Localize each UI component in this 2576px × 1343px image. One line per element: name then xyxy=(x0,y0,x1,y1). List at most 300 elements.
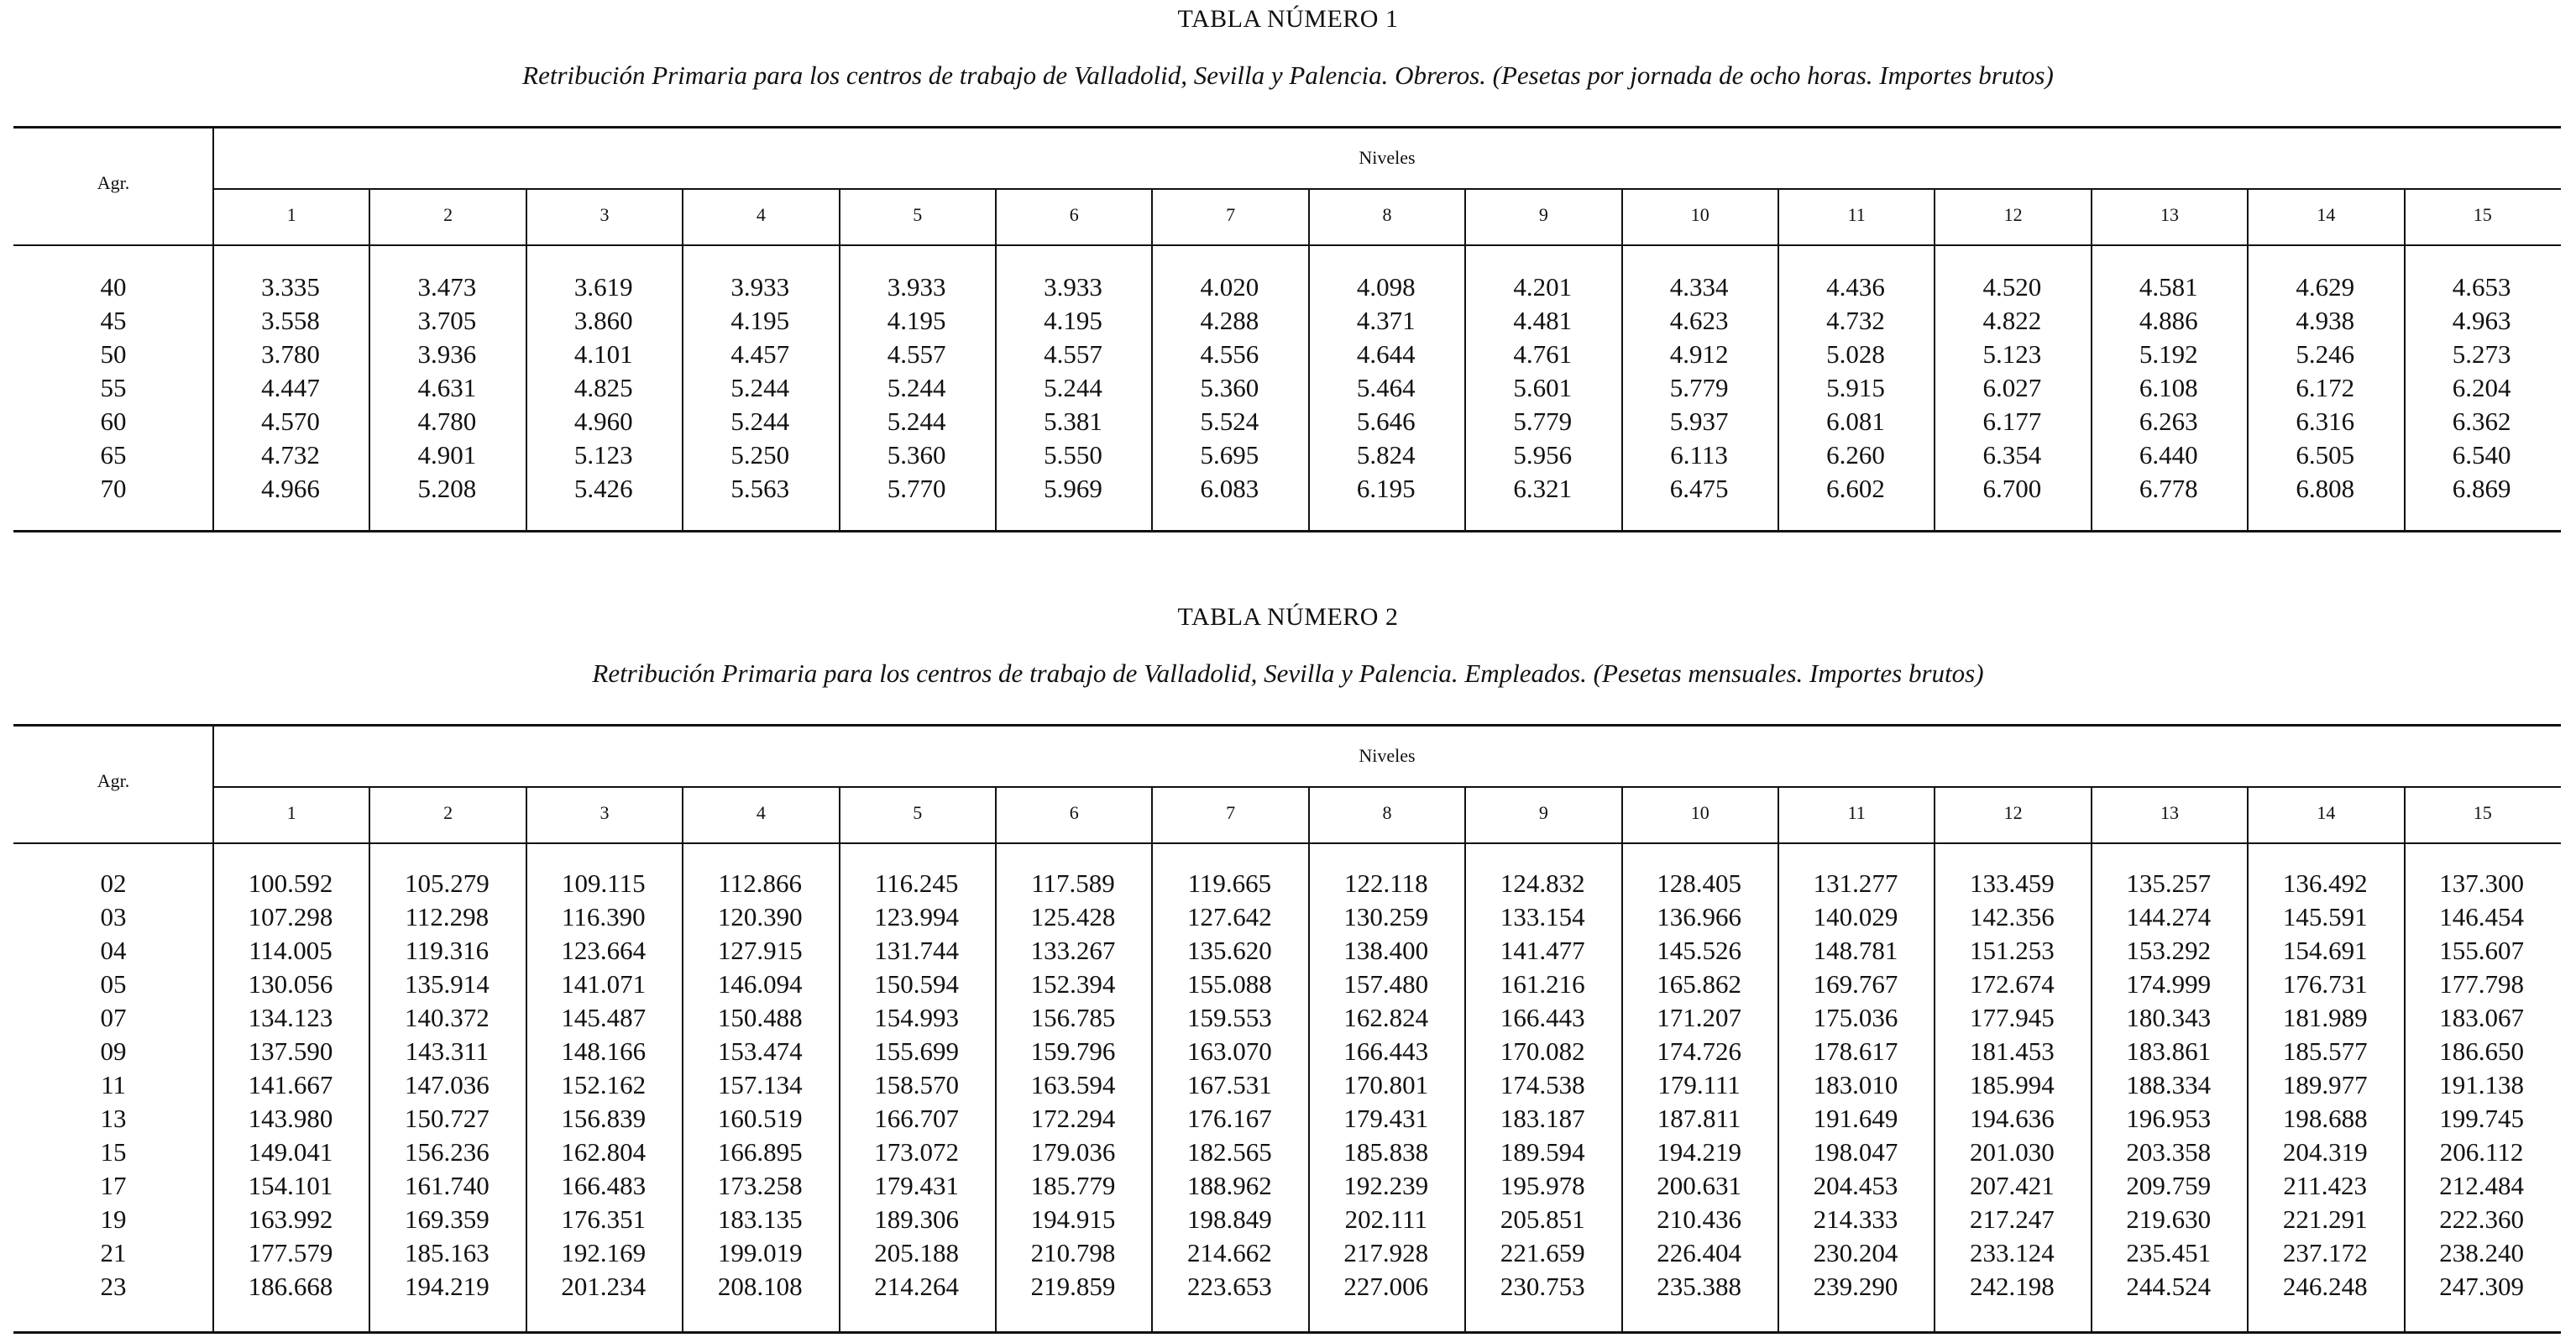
level-header: 4 xyxy=(756,204,766,225)
group-cell: 04 xyxy=(100,936,127,965)
value-cell: 172.294 xyxy=(1030,1104,1116,1133)
group-cell: 13 xyxy=(100,1104,127,1133)
value-cell: 109.115 xyxy=(561,868,646,898)
level-header: 11 xyxy=(1847,204,1866,225)
value-cell: 233.124 xyxy=(1970,1238,2055,1267)
group-cell: 60 xyxy=(100,407,127,436)
level-column xyxy=(683,867,837,1304)
value-cell: 4.436 xyxy=(1826,272,1885,302)
value-cell: 140.029 xyxy=(1813,902,1898,931)
value-cell: 148.166 xyxy=(561,1036,647,1066)
value-cell: 201.030 xyxy=(1970,1137,2055,1167)
value-cell: 204.319 xyxy=(2282,1137,2368,1167)
value-cell: 147.036 xyxy=(405,1070,490,1099)
value-cell: 107.298 xyxy=(248,902,333,931)
value-cell: 141.477 xyxy=(1500,936,1585,965)
value-cell: 123.994 xyxy=(874,902,959,931)
value-cell: 6.027 xyxy=(1982,373,2042,402)
value-cell: 117.589 xyxy=(1031,868,1115,898)
value-cell: 183.067 xyxy=(2439,1003,2524,1032)
value-cell: 5.550 xyxy=(1044,440,1102,470)
level-column xyxy=(1309,270,1463,506)
value-cell: 155.699 xyxy=(874,1036,959,1066)
table-2-bottom-rule xyxy=(13,1331,2561,1334)
level-column xyxy=(683,270,837,506)
value-cell: 6.808 xyxy=(2296,474,2355,503)
value-cell: 146.094 xyxy=(717,969,803,999)
level-header: 8 xyxy=(1382,204,1392,225)
value-cell: 4.101 xyxy=(573,339,633,369)
value-cell: 3.933 xyxy=(887,272,946,302)
value-cell: 181.989 xyxy=(2282,1003,2368,1032)
value-cell: 6.505 xyxy=(2296,440,2355,470)
value-cell: 6.172 xyxy=(2296,373,2355,402)
value-cell: 157.480 xyxy=(1343,969,1429,999)
value-cell: 4.288 xyxy=(1200,306,1259,335)
value-cell: 192.169 xyxy=(561,1238,647,1267)
value-cell: 206.112 xyxy=(2439,1137,2524,1167)
value-cell: 194.636 xyxy=(1970,1104,2055,1133)
group-cell: 21 xyxy=(100,1238,127,1267)
value-cell: 183.010 xyxy=(1813,1070,1898,1099)
value-cell: 194.219 xyxy=(1657,1137,1741,1167)
value-cell: 151.253 xyxy=(1970,936,2055,965)
table-1-caption: Retribución Primaria para los centros de trabajo de Valladolid, Sevilla y Palencia. Obreros. (Pesetas por jornada de ocho horas. Importes brutos) xyxy=(522,60,2054,90)
value-cell: 4.556 xyxy=(1200,339,1259,369)
value-cell: 3.558 xyxy=(261,306,320,335)
value-cell: 124.832 xyxy=(1500,868,1585,898)
value-cell: 4.481 xyxy=(1513,306,1573,335)
value-cell: 4.732 xyxy=(1826,306,1885,335)
value-cell: 5.779 xyxy=(1669,373,1729,402)
value-cell: 161.740 xyxy=(405,1171,490,1200)
value-cell: 203.358 xyxy=(2126,1137,2212,1167)
value-cell: 230.204 xyxy=(1813,1238,1898,1267)
level-header: 15 xyxy=(2473,802,2492,823)
value-cell: 136.492 xyxy=(2282,868,2368,898)
table-2-niveles-header: Niveles xyxy=(1359,745,1416,766)
level-column xyxy=(526,270,681,506)
value-cell: 166.443 xyxy=(1500,1003,1585,1032)
value-cell: 198.047 xyxy=(1813,1137,1898,1167)
value-cell: 201.234 xyxy=(561,1272,647,1301)
value-cell: 173.258 xyxy=(717,1171,803,1200)
value-cell: 4.195 xyxy=(730,306,790,335)
level-header: 2 xyxy=(443,802,453,823)
value-cell: 195.978 xyxy=(1500,1171,1585,1200)
group-cell: 23 xyxy=(100,1272,127,1301)
value-cell: 209.759 xyxy=(2126,1171,2212,1200)
level-column xyxy=(996,270,1150,506)
group-cell: 15 xyxy=(100,1137,127,1167)
value-cell: 153.292 xyxy=(2126,936,2212,965)
value-cell: 120.390 xyxy=(717,902,803,931)
level-header: 3 xyxy=(599,204,610,225)
value-cell: 155.088 xyxy=(1187,969,1272,999)
value-cell: 205.851 xyxy=(1500,1204,1585,1234)
value-cell: 199.019 xyxy=(717,1238,803,1267)
value-cell: 123.664 xyxy=(561,936,647,965)
value-cell: 214.264 xyxy=(874,1272,959,1301)
table-2-title: TABLA NÚMERO 2 xyxy=(1177,603,1399,631)
value-cell: 155.607 xyxy=(2439,936,2524,965)
group-cell: 09 xyxy=(100,1036,127,1066)
level-header: 4 xyxy=(756,802,766,823)
value-cell: 227.006 xyxy=(1343,1272,1429,1301)
group-cell: 70 xyxy=(100,474,127,503)
level-column xyxy=(2405,867,2559,1304)
value-cell: 166.895 xyxy=(717,1137,803,1167)
level-column xyxy=(840,270,994,506)
value-cell: 211.423 xyxy=(2283,1171,2367,1200)
value-cell: 4.761 xyxy=(1513,339,1573,369)
value-cell: 3.933 xyxy=(1044,272,1102,302)
value-cell: 175.036 xyxy=(1813,1003,1898,1032)
value-cell: 170.082 xyxy=(1500,1036,1585,1066)
value-cell: 247.309 xyxy=(2439,1272,2524,1301)
value-cell: 246.248 xyxy=(2282,1272,2368,1301)
value-cell: 176.731 xyxy=(2282,969,2368,999)
value-cell: 145.526 xyxy=(1657,936,1741,965)
value-cell: 170.801 xyxy=(1343,1070,1429,1099)
table-2-niveles-rule xyxy=(213,786,2561,788)
value-cell: 202.111 xyxy=(1344,1204,1428,1234)
value-cell: 194.915 xyxy=(1030,1204,1116,1234)
value-cell: 163.070 xyxy=(1187,1036,1272,1066)
group-cell: 45 xyxy=(100,306,127,335)
value-cell: 179.036 xyxy=(1030,1137,1116,1167)
value-cell: 210.436 xyxy=(1657,1204,1741,1234)
value-cell: 196.953 xyxy=(2126,1104,2212,1133)
value-cell: 4.912 xyxy=(1669,339,1729,369)
value-cell: 133.154 xyxy=(1500,902,1585,931)
value-cell: 5.915 xyxy=(1826,373,1885,402)
level-column xyxy=(1465,270,1620,506)
value-cell: 4.886 xyxy=(2139,306,2198,335)
value-cell: 4.201 xyxy=(1513,272,1573,302)
value-cell: 244.524 xyxy=(2126,1272,2212,1301)
level-column xyxy=(1152,867,1306,1304)
table-1-top-rule xyxy=(13,126,2561,129)
value-cell: 169.359 xyxy=(405,1204,490,1234)
value-cell: 4.938 xyxy=(2296,306,2355,335)
level-header: 13 xyxy=(2160,204,2179,225)
value-cell: 5.563 xyxy=(730,474,790,503)
value-cell: 5.824 xyxy=(1356,440,1416,470)
table-2-group-column xyxy=(13,867,213,1304)
value-cell: 128.405 xyxy=(1657,868,1741,898)
value-cell: 5.250 xyxy=(730,440,790,470)
value-cell: 149.041 xyxy=(248,1137,333,1167)
group-cell: 07 xyxy=(100,1003,127,1032)
value-cell: 191.138 xyxy=(2439,1070,2524,1099)
level-column xyxy=(1622,270,1777,506)
value-cell: 112.298 xyxy=(405,902,490,931)
value-cell: 143.311 xyxy=(405,1036,490,1066)
value-cell: 6.108 xyxy=(2139,373,2198,402)
group-cell: 05 xyxy=(100,969,127,999)
value-cell: 167.531 xyxy=(1187,1070,1272,1099)
value-cell: 3.860 xyxy=(573,306,633,335)
value-cell: 4.653 xyxy=(2452,272,2511,302)
value-cell: 5.646 xyxy=(1356,407,1416,436)
value-cell: 165.862 xyxy=(1657,969,1741,999)
value-cell: 177.945 xyxy=(1970,1003,2055,1032)
value-cell: 145.591 xyxy=(2282,902,2368,931)
value-cell: 138.400 xyxy=(1343,936,1429,965)
value-cell: 152.162 xyxy=(561,1070,647,1099)
value-cell: 214.333 xyxy=(1813,1204,1898,1234)
level-header: 1 xyxy=(286,204,296,225)
value-cell: 4.960 xyxy=(573,407,633,436)
value-cell: 178.617 xyxy=(1813,1036,1898,1066)
value-cell: 5.524 xyxy=(1200,407,1259,436)
value-cell: 235.451 xyxy=(2126,1238,2212,1267)
level-header: 3 xyxy=(599,802,610,823)
value-cell: 204.453 xyxy=(1813,1171,1898,1200)
table-1 xyxy=(13,126,2561,534)
value-cell: 140.372 xyxy=(405,1003,490,1032)
value-cell: 191.649 xyxy=(1813,1104,1898,1133)
group-cell: 19 xyxy=(100,1204,127,1234)
value-cell: 4.581 xyxy=(2139,272,2198,302)
value-cell: 4.520 xyxy=(1982,272,2042,302)
value-cell: 214.662 xyxy=(1187,1238,1272,1267)
value-cell: 152.394 xyxy=(1030,969,1116,999)
level-header: 6 xyxy=(1069,204,1079,225)
value-cell: 137.300 xyxy=(2439,868,2524,898)
value-cell: 133.459 xyxy=(1970,868,2055,898)
value-cell: 180.343 xyxy=(2126,1003,2212,1032)
value-cell: 6.316 xyxy=(2296,407,2355,436)
value-cell: 3.473 xyxy=(417,272,477,302)
value-cell: 4.334 xyxy=(1669,272,1729,302)
table-2 xyxy=(13,724,2561,1337)
level-header: 5 xyxy=(913,802,923,823)
value-cell: 194.219 xyxy=(405,1272,490,1301)
value-cell: 4.457 xyxy=(730,339,790,369)
value-cell: 169.767 xyxy=(1813,969,1898,999)
value-cell: 6.113 xyxy=(1670,440,1728,470)
value-cell: 4.020 xyxy=(1200,272,1259,302)
value-cell: 160.519 xyxy=(717,1104,803,1133)
value-cell: 5.969 xyxy=(1044,474,1102,503)
value-cell: 162.824 xyxy=(1343,1003,1429,1032)
value-cell: 6.440 xyxy=(2139,440,2198,470)
value-cell: 4.822 xyxy=(1982,306,2042,335)
value-cell: 5.770 xyxy=(887,474,946,503)
value-cell: 5.695 xyxy=(1200,440,1259,470)
value-cell: 136.966 xyxy=(1657,902,1741,931)
value-cell: 237.172 xyxy=(2282,1238,2368,1267)
value-cell: 5.208 xyxy=(417,474,477,503)
table-2-caption: Retribución Primaria para los centros de trabajo de Valladolid, Sevilla y Palencia. Empleados. (Pesetas mensuales. Importes brutos) xyxy=(592,658,1984,688)
value-cell: 174.726 xyxy=(1657,1036,1741,1066)
value-cell: 189.594 xyxy=(1500,1137,1585,1167)
level-header: 2 xyxy=(443,204,453,225)
value-cell: 6.321 xyxy=(1513,474,1573,503)
value-cell: 166.483 xyxy=(561,1171,647,1200)
value-cell: 6.475 xyxy=(1669,474,1729,503)
level-column xyxy=(369,270,524,506)
level-column xyxy=(1778,270,1933,506)
value-cell: 185.577 xyxy=(2282,1036,2368,1066)
value-cell: 239.290 xyxy=(1813,1272,1898,1301)
value-cell: 6.177 xyxy=(1982,407,2042,436)
value-cell: 4.623 xyxy=(1669,306,1729,335)
value-cell: 134.123 xyxy=(248,1003,333,1032)
value-cell: 183.135 xyxy=(717,1204,803,1234)
value-cell: 144.274 xyxy=(2126,902,2212,931)
level-column xyxy=(1152,270,1306,506)
value-cell: 4.825 xyxy=(573,373,633,402)
value-cell: 154.993 xyxy=(874,1003,959,1032)
value-cell: 4.966 xyxy=(261,474,320,503)
value-cell: 116.390 xyxy=(561,902,646,931)
value-cell: 4.195 xyxy=(887,306,946,335)
value-cell: 5.381 xyxy=(1044,407,1102,436)
value-cell: 185.779 xyxy=(1030,1171,1116,1200)
level-header: 14 xyxy=(2317,802,2336,823)
value-cell: 198.688 xyxy=(2282,1104,2368,1133)
table-2-agr-header: Agr. xyxy=(97,770,130,791)
value-cell: 6.263 xyxy=(2139,407,2198,436)
value-cell: 130.259 xyxy=(1343,902,1429,931)
table-1-agr-header: Agr. xyxy=(97,172,130,193)
value-cell: 200.631 xyxy=(1657,1171,1741,1200)
value-cell: 183.861 xyxy=(2126,1036,2212,1066)
value-cell: 5.601 xyxy=(1513,373,1573,402)
value-cell: 105.279 xyxy=(405,868,490,898)
group-cell: 02 xyxy=(100,868,127,898)
value-cell: 6.083 xyxy=(1200,474,1259,503)
value-cell: 172.674 xyxy=(1970,969,2055,999)
level-header: 9 xyxy=(1538,802,1548,823)
value-cell: 4.901 xyxy=(417,440,477,470)
value-cell: 6.602 xyxy=(1826,474,1885,503)
value-cell: 183.187 xyxy=(1500,1104,1585,1133)
table-2-top-rule xyxy=(13,724,2561,727)
value-cell: 179.431 xyxy=(1343,1104,1429,1133)
value-cell: 5.360 xyxy=(1200,373,1259,402)
level-header: 1 xyxy=(286,802,296,823)
value-cell: 223.653 xyxy=(1187,1272,1272,1301)
value-cell: 219.859 xyxy=(1030,1272,1116,1301)
value-cell: 189.977 xyxy=(2282,1070,2368,1099)
value-cell: 141.071 xyxy=(561,969,647,999)
level-column xyxy=(2092,270,2246,506)
value-cell: 161.216 xyxy=(1500,969,1585,999)
level-column xyxy=(996,867,1150,1304)
value-cell: 210.798 xyxy=(1030,1238,1116,1267)
group-cell: 17 xyxy=(100,1171,127,1200)
level-column xyxy=(213,867,368,1304)
value-cell: 185.163 xyxy=(405,1238,490,1267)
level-header: 7 xyxy=(1226,204,1236,225)
value-cell: 199.745 xyxy=(2439,1104,2524,1133)
value-cell: 3.936 xyxy=(417,339,477,369)
level-header: 15 xyxy=(2473,204,2492,225)
value-cell: 198.849 xyxy=(1187,1204,1272,1234)
value-cell: 6.354 xyxy=(1982,440,2042,470)
value-cell: 177.798 xyxy=(2439,969,2524,999)
level-column xyxy=(369,867,524,1304)
group-cell: 55 xyxy=(100,373,127,402)
group-cell: 03 xyxy=(100,902,127,931)
value-cell: 150.594 xyxy=(874,969,959,999)
level-column xyxy=(1935,270,2089,506)
value-cell: 5.028 xyxy=(1826,339,1885,369)
value-cell: 5.244 xyxy=(730,373,790,402)
value-cell: 100.592 xyxy=(248,868,333,898)
value-cell: 4.371 xyxy=(1356,306,1416,335)
value-cell: 174.538 xyxy=(1500,1070,1585,1099)
level-header: 9 xyxy=(1538,204,1548,225)
level-column xyxy=(2248,867,2402,1304)
value-cell: 6.195 xyxy=(1356,474,1416,503)
value-cell: 6.778 xyxy=(2139,474,2198,503)
value-cell: 125.428 xyxy=(1030,902,1116,931)
value-cell: 6.204 xyxy=(2452,373,2511,402)
value-cell: 238.240 xyxy=(2439,1238,2524,1267)
level-column xyxy=(1622,867,1777,1304)
value-cell: 4.732 xyxy=(261,440,320,470)
value-cell: 189.306 xyxy=(874,1204,959,1234)
value-cell: 207.421 xyxy=(1970,1171,2055,1200)
value-cell: 177.579 xyxy=(248,1238,333,1267)
level-column xyxy=(1309,867,1463,1304)
value-cell: 176.351 xyxy=(561,1204,647,1234)
value-cell: 148.781 xyxy=(1813,936,1898,965)
value-cell: 159.796 xyxy=(1030,1036,1116,1066)
value-cell: 143.980 xyxy=(248,1104,333,1133)
value-cell: 179.431 xyxy=(874,1171,959,1200)
value-cell: 150.727 xyxy=(405,1104,490,1133)
value-cell: 6.260 xyxy=(1826,440,1885,470)
value-cell: 5.779 xyxy=(1513,407,1573,436)
value-cell: 166.443 xyxy=(1343,1036,1429,1066)
value-cell: 154.101 xyxy=(248,1171,333,1200)
value-cell: 217.247 xyxy=(1970,1204,2055,1234)
value-cell: 221.659 xyxy=(1500,1238,1585,1267)
value-cell: 5.956 xyxy=(1513,440,1573,470)
value-cell: 122.118 xyxy=(1343,868,1428,898)
value-cell: 159.553 xyxy=(1187,1003,1272,1032)
table-1-header-rule xyxy=(13,244,2561,246)
level-header: 6 xyxy=(1069,802,1079,823)
level-header: 11 xyxy=(1847,802,1866,823)
level-column xyxy=(2092,867,2246,1304)
value-cell: 188.334 xyxy=(2126,1070,2212,1099)
value-cell: 179.111 xyxy=(1657,1070,1741,1099)
value-cell: 4.780 xyxy=(417,407,477,436)
value-cell: 173.072 xyxy=(874,1137,959,1167)
value-cell: 135.914 xyxy=(405,969,490,999)
value-cell: 166.707 xyxy=(874,1104,959,1133)
value-cell: 5.244 xyxy=(1044,373,1102,402)
value-cell: 6.362 xyxy=(2452,407,2511,436)
value-cell: 5.192 xyxy=(2139,339,2198,369)
value-cell: 6.869 xyxy=(2452,474,2511,503)
value-cell: 135.620 xyxy=(1187,936,1272,965)
level-column xyxy=(2248,270,2402,506)
value-cell: 5.244 xyxy=(887,373,946,402)
table-1-bottom-rule xyxy=(13,530,2561,532)
value-cell: 5.273 xyxy=(2452,339,2511,369)
value-cell: 127.642 xyxy=(1187,902,1272,931)
value-cell: 154.691 xyxy=(2282,936,2368,965)
value-cell: 182.565 xyxy=(1187,1137,1272,1167)
